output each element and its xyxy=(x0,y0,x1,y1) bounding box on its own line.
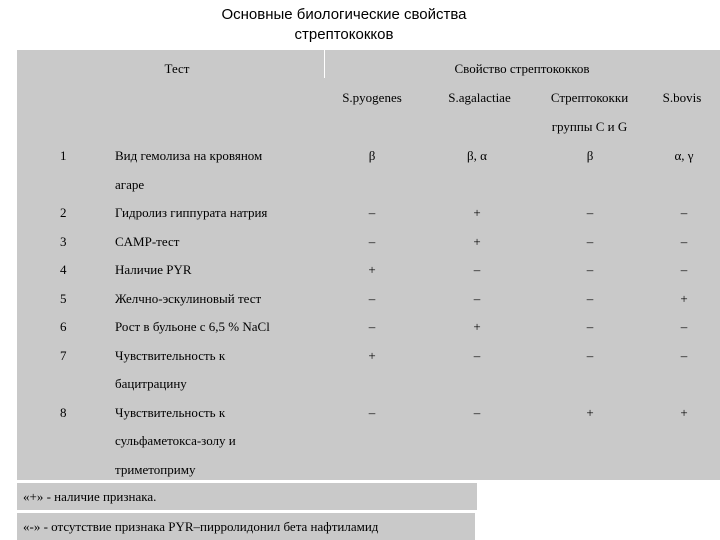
header-s-bovis: S.bovis xyxy=(662,90,702,105)
row-number: 2 xyxy=(60,205,67,220)
row-value: – xyxy=(473,347,481,363)
title-line-2: стрептококков xyxy=(294,26,394,43)
row-value: – xyxy=(680,347,688,363)
header-divider xyxy=(324,50,325,78)
row-number: 7 xyxy=(60,347,67,363)
row-number: 1 xyxy=(60,148,67,163)
row-value: – xyxy=(586,319,594,334)
row-value: – xyxy=(586,262,594,277)
row-value: + xyxy=(680,404,688,420)
row-value: – xyxy=(368,319,376,334)
row-test-name: Наличие PYR xyxy=(115,262,192,277)
row-test-name: Вид гемолиза на кровяном xyxy=(115,148,263,163)
row-value: – xyxy=(473,290,481,306)
row-value: + xyxy=(680,290,688,306)
row-value: – xyxy=(368,404,376,420)
row-value: – xyxy=(586,205,594,220)
row-test-name: Гидролиз гиппурата натрия xyxy=(115,205,268,220)
row-value: – xyxy=(680,233,688,249)
row-value: + xyxy=(473,319,481,334)
row-number: 6 xyxy=(60,319,67,334)
row-value: – xyxy=(368,205,376,220)
row-test-name: Рост в бульоне с 6,5 % NaCl xyxy=(115,319,270,334)
row-number: 5 xyxy=(60,290,67,306)
row-test-name: CAMP-тест xyxy=(115,233,180,249)
row-value: + xyxy=(368,347,376,363)
row-value: + xyxy=(473,205,481,220)
title-line-1: Основные биологические свойства xyxy=(221,6,467,23)
header-s-pyogenes: S.pyogenes xyxy=(342,90,402,105)
row-test-name: Чувствительность к xyxy=(115,347,226,363)
slide-title xyxy=(185,0,503,50)
row-test-name: сульфаметокса-золу и xyxy=(115,433,236,448)
row-value: – xyxy=(680,319,688,334)
header-property-group: Свойство стрептококков xyxy=(454,61,590,76)
row-number: 4 xyxy=(60,262,67,277)
row-value: β, α xyxy=(467,148,487,163)
row-value: – xyxy=(680,205,688,220)
row-value: – xyxy=(473,404,481,420)
row-value: β xyxy=(368,148,376,163)
row-value: – xyxy=(473,262,481,277)
row-value: – xyxy=(368,290,376,306)
row-test-name: Желчно-эскулиновый тест xyxy=(115,290,262,306)
header-test: Тест xyxy=(164,61,190,76)
row-value: + xyxy=(586,404,594,420)
row-test-name: бацитрацину xyxy=(115,376,187,391)
row-value: α, γ xyxy=(674,148,694,163)
row-value: – xyxy=(586,290,594,306)
row-value: – xyxy=(680,262,688,277)
footnote-plus: «+» - наличие признака. xyxy=(17,483,477,510)
row-value: β xyxy=(586,148,594,163)
row-number: 8 xyxy=(60,404,67,420)
row-value: + xyxy=(473,233,481,249)
footnote-minus: «-» - отсутствие признака PYR–пирролидонил бета нафтиламид xyxy=(17,513,475,540)
row-test-name: Чувствительность к xyxy=(115,404,226,420)
row-value: – xyxy=(586,233,594,249)
row-value: + xyxy=(368,262,376,277)
row-value: – xyxy=(368,233,376,249)
row-number: 3 xyxy=(60,233,67,249)
header-s-agalactiae: S.agalactiae xyxy=(448,90,511,105)
header-strep-cg-line1: Стрептококки xyxy=(550,90,629,105)
row-test-name: агаре xyxy=(115,176,145,192)
row-test-name: триметоприму xyxy=(115,461,196,477)
header-strep-cg-line2: группы C и G xyxy=(551,119,628,134)
properties-table xyxy=(17,50,720,480)
row-value: – xyxy=(586,347,594,363)
